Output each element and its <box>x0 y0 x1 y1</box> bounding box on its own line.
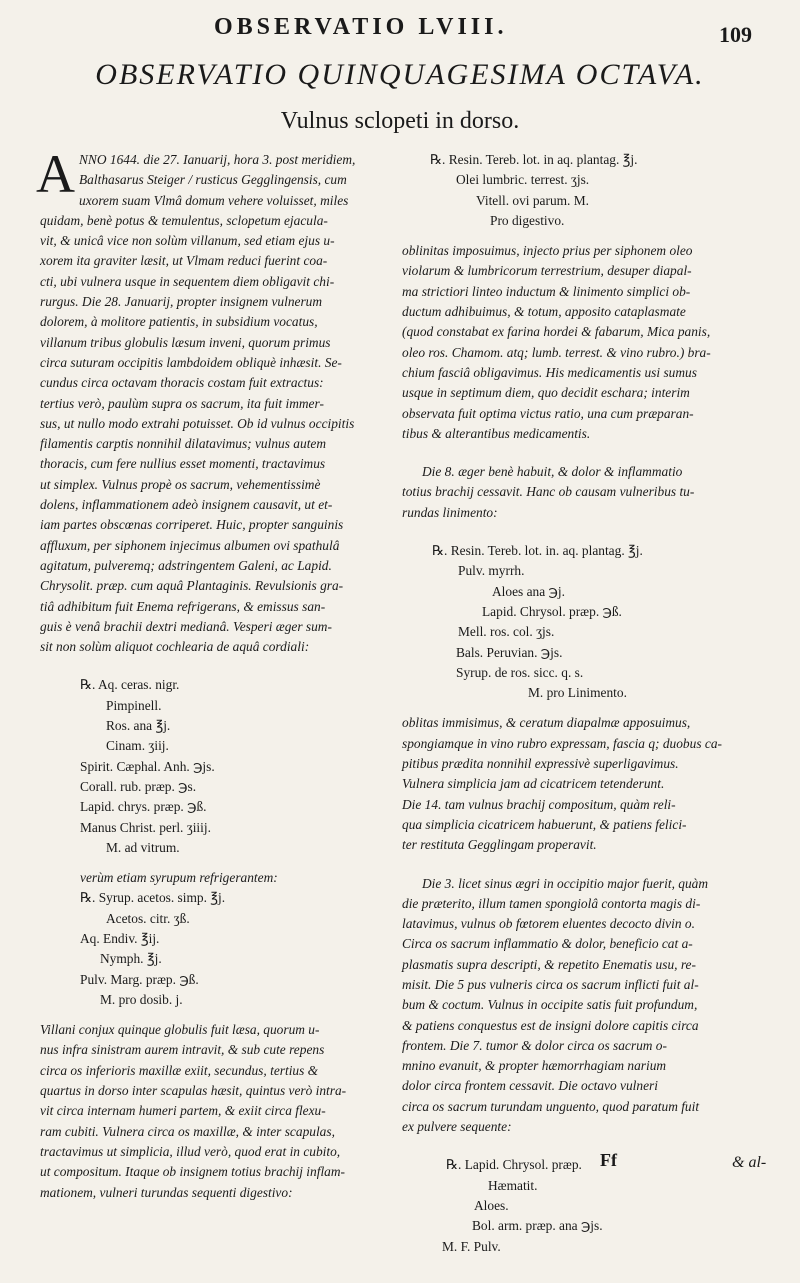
recipe-line: Manus Christ. perl. ʒiiij. <box>80 819 211 835</box>
left-column <box>36 144 388 1221</box>
text-line: pitibus prædita nonnihil expressivè superligavimus. <box>402 756 679 772</box>
paragraph-treatment <box>402 241 762 444</box>
recipe-line: Mell. ros. col. ʒjs. <box>458 624 555 640</box>
page-number: 109 <box>719 22 752 47</box>
text-line: ram cubiti. Vulnera circa os maxillæ, & inter scapulas, <box>40 1123 335 1139</box>
text-line: vit circa internam humeri partem, & exiit circa flexu- <box>40 1103 326 1119</box>
text-line: sus, ut nullo modo extrahi potuisset. Ob id vulnus occipitis <box>40 415 355 431</box>
recipe-cordial-water <box>40 675 388 858</box>
text-line: affluxum, per siphonem injecimus albumen ovi spathulâ <box>40 537 340 553</box>
text-line: ter restituta Gegglingam properavit. <box>402 837 597 853</box>
text-line: mnino evanuit, & propter hæmorrhagiam narium <box>402 1058 667 1074</box>
recipe-line: Aq. Endiv. ℥ij. <box>80 930 160 946</box>
text-line: Chrysolit. præp. cum aquâ Plantaginis. Revulsionis gra- <box>40 578 344 594</box>
text-line: tertius verò, paulùm supra os sacrum, ita fuit immer- <box>40 395 324 411</box>
recipe-line: Vitell. ovi parum. M. <box>476 192 590 208</box>
recipe-line: Acetos. citr. ʒß. <box>106 910 190 926</box>
text-line: dolorem, à molitore patientis, in subsidium vocatus, <box>40 314 318 330</box>
recipe-line: Hæmatit. <box>488 1177 538 1193</box>
running-head: OBSERVATIO LVIII. <box>214 14 508 40</box>
recipe-line: M. pro Linimento. <box>528 685 627 701</box>
text-line: Die 14. tam vulnus brachij compositum, quàm reli- <box>402 796 676 812</box>
recipe-line: Pro digestivo. <box>490 212 565 228</box>
text-line: tractavimus ut simplicia, illud verò, quod erat in cubito, <box>40 1143 341 1159</box>
text-line: rurgus. Die 28. Januarij, propter insignem vulnerum <box>40 294 323 310</box>
text-line: Balthasarus Steiger / rusticus Gegglingensis, cum <box>79 172 347 188</box>
text-line: Vulnera simplicia jam ad cicatricem tetenderunt. <box>402 776 665 792</box>
paragraph-opening <box>36 144 388 657</box>
recipe-line: Spirit. Cæphal. Anh. ℈js. <box>80 758 215 774</box>
recipe-line: Aloes. <box>474 1197 509 1213</box>
text-line: qua simplicia cicatricem habuerunt, & patiens felici- <box>402 816 687 832</box>
text-line: Die 8. æger benè habuit, & dolor & inflammatio <box>422 464 683 480</box>
text-line: misit. Die 5 pus vulneris circa os sacrum inflicti fuit al- <box>402 976 699 992</box>
recipe-line: Lapid. chrys. præp. ℈ß. <box>80 799 207 815</box>
text-line: circa suturam occipitis lambdoidem obliquè inhæsit. Se- <box>40 354 342 370</box>
recipe-line: ℞. Syrup. acetos. simp. ℥j. <box>80 890 226 906</box>
text-line: cundus circa octavam thoracis costam fuit extractus: <box>40 375 324 391</box>
text-line: ut compositum. Itaque ob insignem totius brachij inflam- <box>40 1164 345 1180</box>
text-line: ductum adhibuimus, & totum, apposito cataplasmate <box>402 304 686 320</box>
text-line: Die 3. licet sinus ægri in occipitio major fuerit, quàm <box>422 875 709 891</box>
catchword: & al- <box>732 1154 767 1171</box>
text-line: circa os sacrum turundam unguento, quod paratum fuit <box>402 1098 700 1114</box>
recipe-line: Bol. arm. præp. ana ℈js. <box>472 1218 603 1234</box>
text-line: rundas linimento: <box>402 504 498 520</box>
text-line: filamentis carptis nonnihil dilatavimus; vulnus autem <box>40 436 327 452</box>
recipe-line: Bals. Peruvian. ℈js. <box>456 644 563 660</box>
text-line: cti, ubi vulnera usque in sequentem diem obligavit chi- <box>40 273 335 289</box>
text-line: villanum tribus globulis læsum inveni, quorum primus <box>40 334 331 350</box>
text-line: NNO 1644. die 27. Ianuarij, hora 3. post meridiem, <box>79 152 356 167</box>
paragraph-wife-wounds <box>40 1020 388 1203</box>
recipe-note: verùm etiam syrupum refrigerantem: <box>80 870 278 886</box>
text-line: thoracis, cum fere nullius esset momenti, tractavimus <box>40 456 326 472</box>
text-line: oblitas immisimus, & ceratum diapalmæ apposuimus, <box>402 715 691 731</box>
text-line: agitatum, pulveremq; adstringentem Galeni, ac Lapid. <box>40 557 332 573</box>
text-line: bum & coctum. Vulnus in occipite satis fuit profundum, <box>402 997 698 1013</box>
recipe-line: Lapid. Chrysol. præp. ℈ß. <box>482 603 622 619</box>
observation-subtitle: Vulnus sclopeti in dorso. <box>280 108 520 134</box>
recipe-liniment <box>402 541 762 703</box>
text-line: die præterito, illum tamen spongiolâ contorta magis di- <box>402 895 701 911</box>
text-line: nus infra sinistram aurem intravit, & sub cute repens <box>40 1042 325 1058</box>
recipe-line: M. pro dosib. j. <box>100 991 183 1007</box>
text-line: sit non solùm aliquot cochlearia de aquâ cordiali: <box>40 639 310 655</box>
right-column <box>402 150 762 1267</box>
text-line: tiâ adhibitum fuit Enema refrigerans, & emissus san- <box>40 598 326 614</box>
recipe-line: Pimpinell. <box>106 697 162 713</box>
text-line: ut simplex. Vulnus propè os sacrum, vehementissimè <box>40 476 321 492</box>
text-line: circa os inferioris maxillæ exiit, secundus, tertius & <box>40 1062 319 1078</box>
text-line: dolor circa frontem cessavit. Die octavo vulneri <box>402 1078 658 1094</box>
text-line: vit, & unicâ vice non solùm villanum, sed etiam ejus u- <box>40 233 335 249</box>
recipe-line: Nymph. ℥j. <box>100 951 162 967</box>
text-line: oleo ros. Chamom. atq; lumb. terrest. & vino rubro.) bra- <box>402 344 711 360</box>
recipe-digestive <box>402 150 762 231</box>
text-line: chium fasciâ obligavimus. His medicamentis usi sumus <box>402 364 697 380</box>
text-line: latavimus, vulnus ob fœtorem eluentes decocto divin o. <box>402 916 695 932</box>
text-line: ma strictiori linteo inductum & linimento simplici ob- <box>402 283 691 299</box>
text-line: plasmatis supra descripti, & repetito Enematis usu, re- <box>402 956 696 972</box>
recipe-line: ℞. Lapid. Chrysol. præp. <box>446 1157 582 1173</box>
text-line: tibus & alterantibus medicamentis. <box>402 425 591 441</box>
recipe-syrup <box>40 888 388 1010</box>
paragraph-day-14 <box>402 713 762 855</box>
recipe-line: ℞. Resin. Tereb. lot. in. aq. plantag. ℥j. <box>432 543 643 559</box>
recipe-line: ℞. Aq. ceras. nigr. <box>80 677 180 693</box>
paragraph-day-3 <box>402 874 762 1138</box>
text-line: & patiens conquestus est de insigni dolore capitis circa <box>402 1017 699 1033</box>
text-line: observata fuit optima victus ratio, una cum præparan- <box>402 405 694 421</box>
text-line: spongiamque in vino rubro expressam, fascia q; duobus ca- <box>402 735 722 751</box>
text-line: dolens, inflammationem adeò insignem causavit, ut et- <box>40 497 333 513</box>
signature-mark: Ff <box>600 1150 617 1170</box>
observation-title: OBSERVATIO QUINQUAGESIMA OCTAVA. <box>95 58 705 91</box>
text-line: Circa os sacrum inflammatio & dolor, beneficio cat a- <box>402 936 693 952</box>
recipe-line: ℞. Resin. Tereb. lot. in aq. plantag. ℥j. <box>430 152 638 167</box>
recipe-line: Ros. ana ℥j. <box>106 718 171 734</box>
recipe-line: Pulv. myrrh. <box>458 563 525 579</box>
text-line: frontem. Die 7. tumor & dolor circa os sacrum o- <box>402 1037 667 1053</box>
text-line: oblinitas imposuimus, injecto prius per siphonem oleo <box>402 243 693 259</box>
recipe-line: Aloes ana ℈j. <box>492 583 565 599</box>
recipe-line: M. ad vitrum. <box>106 839 180 855</box>
text-line: xorem ita graviter læsit, ut Vlmam reduci fuerint coa- <box>40 253 328 269</box>
text-line: ex pulvere sequente: <box>402 1119 512 1135</box>
text-line: violarum & lumbricorum terrestrium, desuper diapal- <box>402 263 692 279</box>
text-line: mationem, vulneri turundas sequenti digestivo: <box>40 1184 293 1200</box>
text-line: uxorem suam Vlmâ domum vehere voluisset, miles <box>79 192 349 208</box>
recipe-line: Corall. rub. præp. ℈s. <box>80 778 197 794</box>
text-line: iam partes obscœnas corriperet. Huic, propter sanguinis <box>40 517 344 533</box>
recipe-line: M. F. Pulv. <box>442 1238 501 1254</box>
text-line: usque in septimum diem, quo decidit eschara; interim <box>402 385 690 401</box>
paragraph-day-8 <box>402 462 762 523</box>
recipe-line: Olei lumbric. terrest. ʒjs. <box>456 172 590 188</box>
text-line: quartus in dorso inter scapulas hæsit, quintus verò intra- <box>40 1083 347 1099</box>
text-line: quidam, benè potus & temulentus, sclopetum ejacula- <box>40 212 328 228</box>
text-line: guis è venâ brachii dextri medianâ. Vesperi æger sum- <box>40 618 332 634</box>
drop-cap: A <box>36 144 75 204</box>
recipe-line: Syrup. de ros. sicc. q. s. <box>456 664 584 680</box>
paragraph-lines <box>40 150 388 657</box>
text-line: (quod constabat ex farina hordei & fabarum, Mica panis, <box>402 324 711 340</box>
recipe-powder <box>402 1155 762 1256</box>
recipe-line: Cinam. ʒiij. <box>106 738 169 754</box>
text-line: Villani conjux quinque globulis fuit læsa, quorum u- <box>40 1022 320 1038</box>
text-line: totius brachij cessavit. Hanc ob causam vulneribus tu- <box>402 484 695 500</box>
recipe-line: Pulv. Marg. præp. ℈ß. <box>80 971 199 987</box>
